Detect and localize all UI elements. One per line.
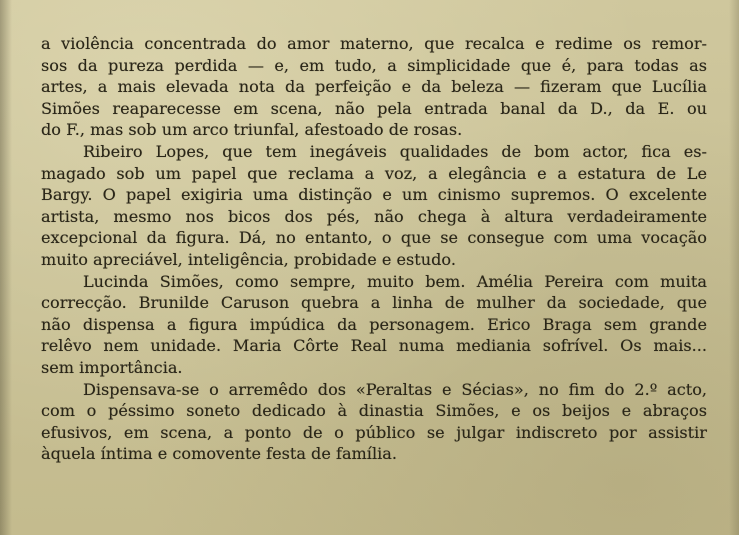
text-line: com o péssimo soneto dedicado à dinastia Simões, e os beijos e abraços	[41, 401, 707, 421]
text-line: Bargy. O papel exigiria uma distinção e um cinismo supremos. O excelente	[41, 185, 707, 205]
paragraph	[41, 33, 707, 141]
text-line: excepcional da figura. Dá, no entanto, o que se consegue com uma vocação	[41, 228, 707, 248]
text-line: sem importância.	[41, 357, 183, 377]
text-line: efusivos, em scena, a ponto de o público se julgar indiscreto por assistir	[41, 422, 707, 442]
article-text	[41, 33, 707, 465]
text-line: artista, mesmo nos bicos dos pés, não chega à altura verdadeiramente	[41, 206, 707, 226]
paragraph	[41, 271, 707, 379]
page-right-shadow	[729, 0, 739, 535]
text-line: artes, a mais elevada nota da perfeição e da beleza — fizeram que Lucília	[41, 77, 707, 97]
text-line: muito apreciável, inteligência, probidade e estudo.	[41, 249, 456, 269]
text-line: magado sob um papel que reclama a voz, a elegância e a estatura de Le	[41, 163, 707, 183]
text-line: não dispensa a figura impúdica da personagem. Erico Braga sem grande	[41, 314, 707, 334]
text-line: Dispensava-se o arremêdo dos «Peraltas e Sécias», no fim do 2.º acto,	[83, 379, 707, 399]
paragraph	[41, 141, 707, 271]
paragraph	[41, 379, 707, 465]
text-line: relêvo nem unidade. Maria Côrte Real numa mediania sofrível. Os mais...	[41, 336, 707, 356]
text-line: sos da pureza perdida — e, em tudo, a simplicidade que é, para todas as	[41, 55, 707, 75]
text-line: correcção. Brunilde Caruson quebra a linha de mulher da sociedade, que	[41, 293, 707, 313]
text-line: do F., mas sob um arco triunfal, afestoado de rosas.	[41, 120, 463, 140]
text-line: Ribeiro Lopes, que tem inegáveis qualidades de bom actor, fica es-	[83, 141, 707, 161]
text-line: Lucinda Simões, como sempre, muito bem. Amélia Pereira com muita	[83, 271, 707, 291]
page-left-shadow	[0, 0, 12, 535]
text-line: a violência concentrada do amor materno, que recalca e redime os remor-	[41, 34, 707, 53]
text-line: Simões reaparecesse em scena, não pela entrada banal da D., da E. ou	[41, 98, 707, 118]
text-line: àquela íntima e comovente festa de família.	[41, 444, 397, 464]
